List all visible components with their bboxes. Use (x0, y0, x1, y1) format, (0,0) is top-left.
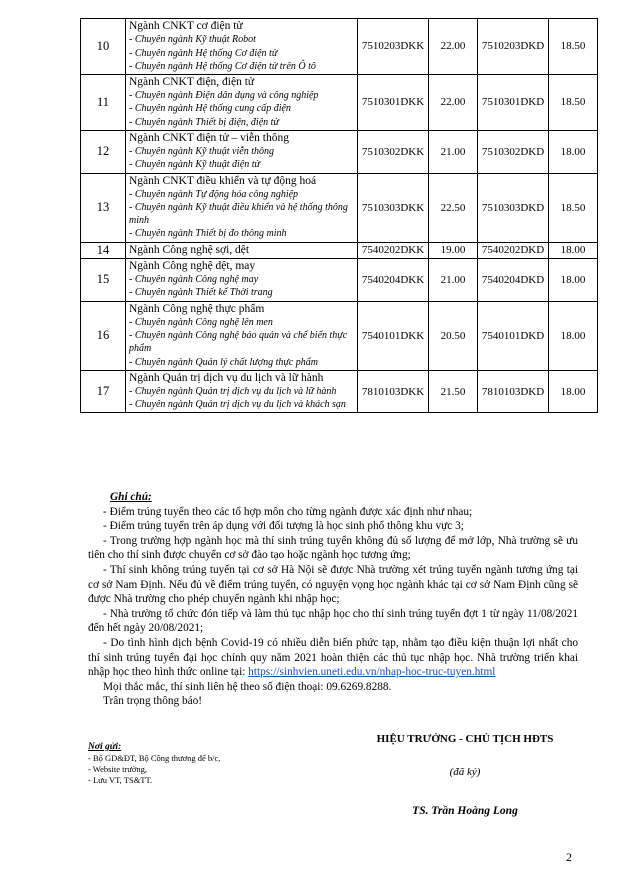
note-3: - Trong trường hợp ngành học mà thí sinh trúng tuyển không đủ số lượng để mở lớp, Nhà trường sẽ ưu tiên cho thí sinh được chuyển cơ sở đào tạo hoặc ngành học tương ứng; (88, 534, 578, 562)
row-number: 12 (81, 130, 126, 173)
hanoi-code: 7540101DKK (358, 301, 429, 370)
namdinh-score: 18.50 (549, 74, 598, 130)
row-number: 16 (81, 301, 126, 370)
hanoi-score: 21.00 (429, 258, 478, 301)
namdinh-score: 18.00 (549, 242, 598, 258)
signature-note: (đã ký) (449, 766, 481, 778)
specialization: - Chuyên ngành Công nghệ may (129, 274, 259, 286)
namdinh-code: 7540101DKD (478, 301, 549, 370)
namdinh-code: 7510302DKD (478, 130, 549, 173)
specialization: - Chuyên ngành Quản lý chất lượng thực phẩm (129, 356, 318, 368)
online-enrollment-link[interactable]: https://sinhvien.uneti.edu.vn/nhap-hoc-truc-tuyen.html (248, 666, 496, 679)
namdinh-code: 7810103DKD (478, 370, 549, 413)
specialization: - Chuyên ngành Hệ thống cung cấp điện (129, 103, 291, 115)
specialization: - Chuyên ngành Điện dân dụng và công nghiệp (129, 90, 319, 102)
namdinh-code: 7510301DKD (478, 74, 549, 130)
recipient-item: - Bộ GD&ĐT, Bộ Công thương để b/c, (88, 753, 221, 763)
table-row (81, 130, 598, 173)
row-number: 17 (81, 370, 126, 413)
recipient-item: - Lưu VT, TS&TT. (88, 775, 153, 785)
major-cell (126, 258, 358, 301)
page-number: 2 (566, 850, 572, 864)
major-cell (126, 74, 358, 130)
namdinh-score: 18.00 (549, 301, 598, 370)
contact-line: Mọi thắc mắc, thí sinh liên hệ theo số điện thoại: 09.6269.8288. (103, 680, 392, 693)
specialization: - Chuyên ngành Kỹ thuật viễn thông (129, 146, 274, 158)
specialization: - Chuyên ngành Thiết kế Thời trang (129, 287, 273, 299)
note-2: - Điểm trúng tuyển trên áp dụng với đối tượng là học sinh phổ thông khu vực 3; (103, 520, 464, 533)
specialization: - Chuyên ngành Quản trị dịch vụ du lịch và khách sạn (129, 399, 346, 411)
row-number: 14 (81, 242, 126, 258)
closing-line: Trân trọng thông báo! (103, 695, 203, 708)
major-name: Ngành CNKT điện tử – viễn thông (129, 131, 289, 144)
specialization: - Chuyên ngành Công nghệ lên men (129, 316, 273, 328)
namdinh-score: 18.50 (549, 173, 598, 242)
hanoi-score: 22.50 (429, 173, 478, 242)
note-1: - Điểm trúng tuyển theo các tổ hợp môn cho từng ngành được xác định như nhau; (103, 505, 473, 518)
row-number: 10 (81, 19, 126, 75)
hanoi-score: 20.50 (429, 301, 478, 370)
note-6-text: - Do tình hình dịch bệnh Covid-19 có nhiều diễn biến phức tạp, nhằm tạo điều kiện thuận lợi nhất cho thí sinh trúng tuyển đại học chính quy năm 2021 hoàn thiện các thủ tục nhập học. Nhà trường triển khai nhập học theo hình thức online tại: (88, 636, 578, 679)
namdinh-score: 18.50 (549, 19, 598, 75)
specialization: - Chuyên ngành Công nghệ bảo quản và chế biến thực phẩm (129, 330, 348, 355)
note-4: - Thí sinh không trúng tuyển tại cơ sở Hà Nội sẽ được Nhà trường xét trúng tuyển ngành tương ứng tại cơ sở Nam Định. Nếu đủ về điểm trúng tuyển, có nguyện vọng học ngành khác tại cơ sở Nam Định cũng sẽ được Nhà trường cho phép chuyển ngành khi nhập học; (88, 563, 578, 606)
notes-heading: Ghi chú: (110, 491, 152, 503)
row-number: 11 (81, 74, 126, 130)
specialization: - Chuyên ngành Thiết bị điện, điện tử (129, 116, 279, 128)
hanoi-code: 7540204DKK (358, 258, 429, 301)
row-number: 15 (81, 258, 126, 301)
table-row (81, 370, 598, 413)
note-6 (88, 636, 578, 680)
major-cell (126, 242, 358, 258)
namdinh-code: 7510303DKD (478, 173, 549, 242)
signatory-name: TS. Trần Hoàng Long (412, 805, 518, 817)
major-name: Ngành CNKT điều khiển và tự động hoá (129, 174, 317, 187)
recipients-block (88, 742, 220, 786)
specialization: - Chuyên ngành Kỹ thuật điều khiển và hệ thống thông minh (129, 202, 348, 227)
hanoi-code: 7510203DKK (358, 19, 429, 75)
major-cell (126, 301, 358, 370)
specialization: - Chuyên ngành Thiết bị đo thông minh (129, 228, 287, 240)
hanoi-code: 7510301DKK (358, 74, 429, 130)
hanoi-score: 22.00 (429, 74, 478, 130)
admission-score-table (80, 18, 598, 413)
table-row (81, 242, 598, 258)
notes-section (88, 490, 578, 709)
namdinh-score: 18.00 (549, 258, 598, 301)
specialization: - Chuyên ngành Kỹ thuật điện tử (129, 159, 260, 171)
hanoi-code: 7540202DKK (358, 242, 429, 258)
specialization: - Chuyên ngành Hệ thống Cơ điện tử trên Ô tô (129, 60, 316, 72)
recipient-item: - Website trường, (88, 764, 148, 774)
namdinh-code: 7510203DKD (478, 19, 549, 75)
major-cell (126, 130, 358, 173)
specialization: - Chuyên ngành Hệ thống Cơ điện tử (129, 47, 278, 59)
hanoi-score: 22.00 (429, 19, 478, 75)
namdinh-score: 18.00 (549, 130, 598, 173)
hanoi-score: 21.00 (429, 130, 478, 173)
hanoi-code: 7810103DKK (358, 370, 429, 413)
hanoi-code: 7510303DKK (358, 173, 429, 242)
major-name: Ngành Công nghệ thực phẩm (129, 302, 265, 315)
signature-title: HIỆU TRƯỞNG - CHỦ TỊCH HĐTS (376, 733, 554, 745)
specialization: - Chuyên ngành Kỹ thuật Robot (129, 34, 256, 46)
specialization: - Chuyên ngành Tự động hóa công nghiệp (129, 188, 299, 200)
row-number: 13 (81, 173, 126, 242)
table-row (81, 301, 598, 370)
major-name: Ngành Công nghệ dệt, may (129, 259, 256, 272)
major-name: Ngành CNKT điện, điện tử (129, 75, 255, 88)
major-cell (126, 173, 358, 242)
note-5: - Nhà trường tổ chức đón tiếp và làm thủ tục nhập học cho thí sinh trúng tuyển đợt 1 từ ngày 11/08/2021 đến hết ngày 20/08/2021; (88, 607, 578, 635)
recipients-heading: Nơi gửi: (88, 742, 122, 752)
major-cell (126, 370, 358, 413)
hanoi-code: 7510302DKK (358, 130, 429, 173)
table-row (81, 19, 598, 75)
table-row (81, 74, 598, 130)
table-row (81, 173, 598, 242)
major-name: Ngành Công nghệ sợi, dệt (129, 243, 250, 256)
hanoi-score: 21.50 (429, 370, 478, 413)
major-name: Ngành Quản trị dịch vụ du lịch và lữ hành (129, 371, 324, 384)
hanoi-score: 19.00 (429, 242, 478, 258)
specialization: - Chuyên ngành Quản trị dịch vụ du lịch và lữ hành (129, 386, 337, 398)
namdinh-code: 7540202DKD (478, 242, 549, 258)
table-row (81, 258, 598, 301)
major-cell (126, 19, 358, 75)
namdinh-score: 18.00 (549, 370, 598, 413)
major-name: Ngành CNKT cơ điện tử (129, 20, 243, 32)
table-body (81, 19, 598, 413)
namdinh-code: 7540204DKD (478, 258, 549, 301)
